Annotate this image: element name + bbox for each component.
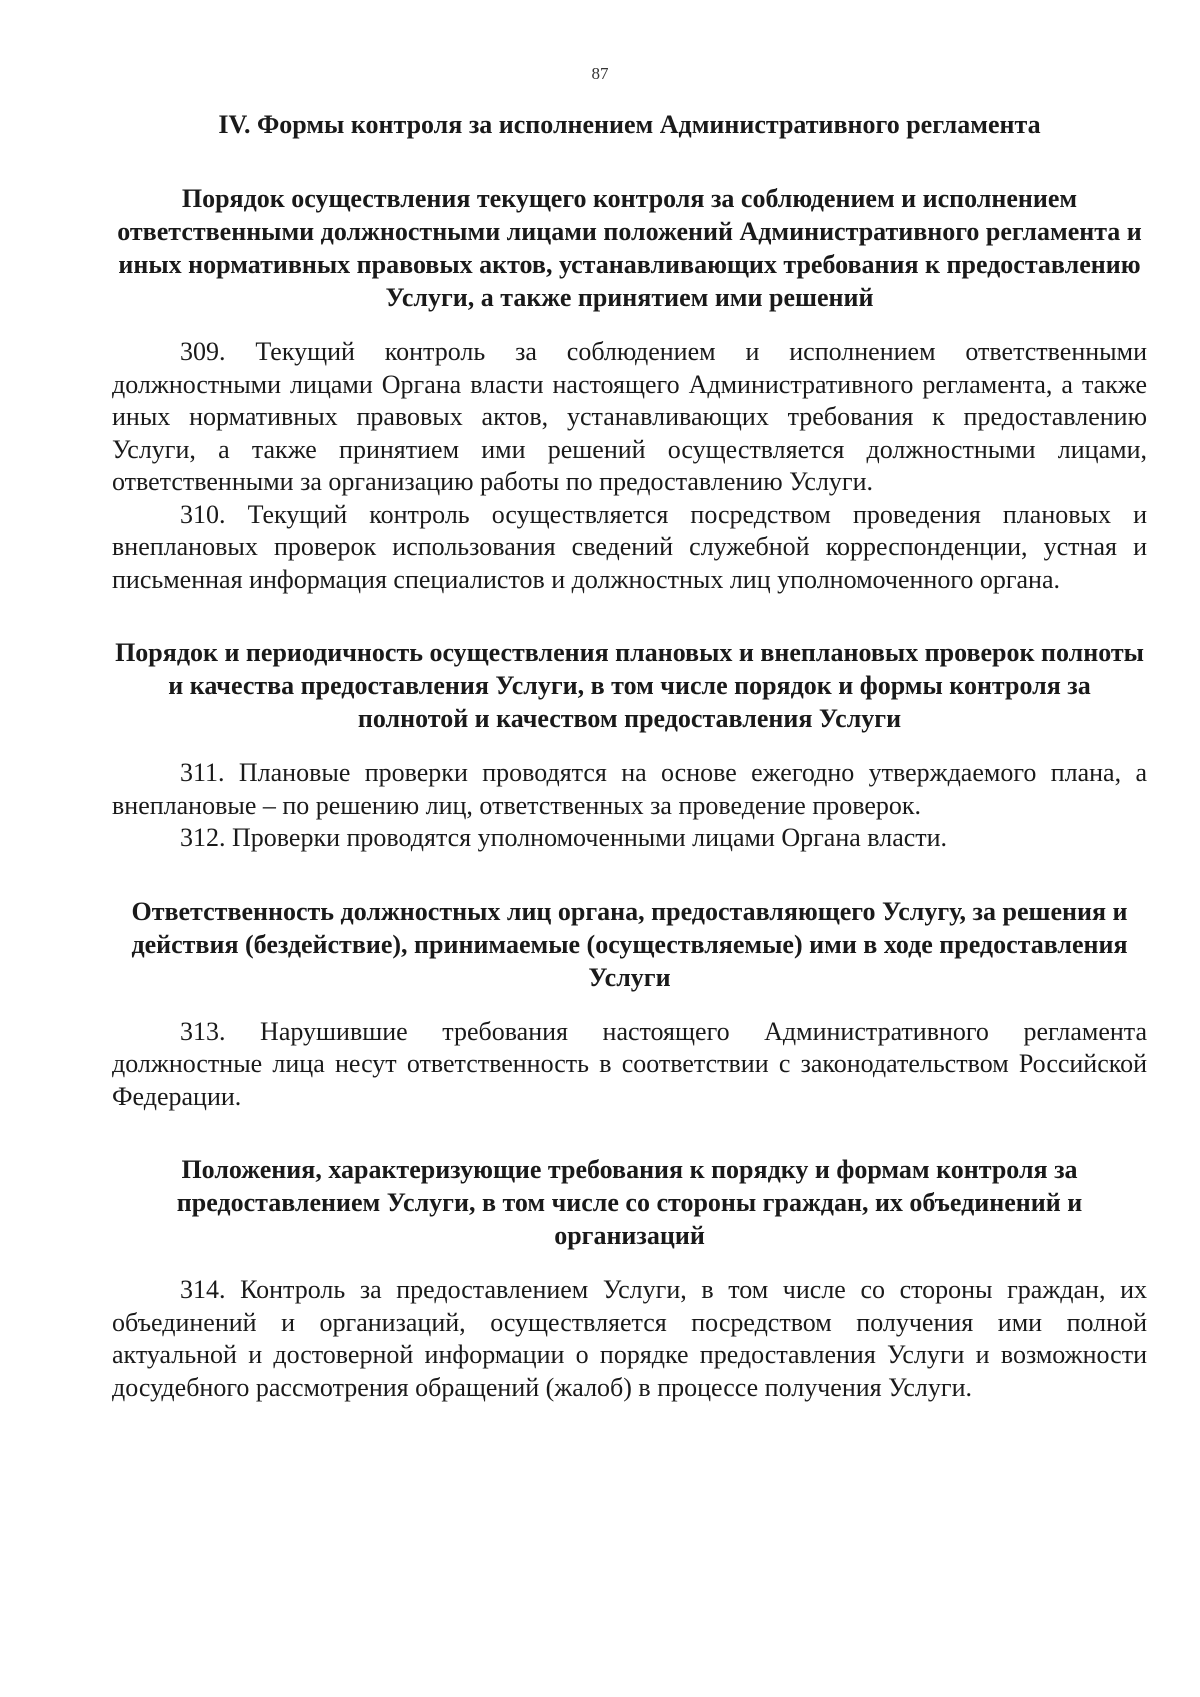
paragraph-311: 311. Плановые проверки проводятся на основе ежегодно утверждаемого плана, а внеплановые – по решению лиц, ответственных за проведение проверок. xyxy=(112,758,1147,820)
section-2 xyxy=(112,636,1147,855)
chapter-title: IV. Формы контроля за исполнением Административного регламента xyxy=(218,110,1041,139)
paragraph-313: 313. Нарушившие требования настоящего Административного регламента должностные лица несут ответственность в соответствии с законодательством Российской Федерации. xyxy=(112,1016,1147,1111)
section-4 xyxy=(112,1153,1147,1404)
section-heading: Порядок осуществления текущего контроля за соблюдением и исполнением ответственными должностными лицами положений Административного регламента и иных нормативных правовых актов, устанавливающих требования к предоставлению Услуги, а также принятием ими решений xyxy=(117,184,1142,312)
page-number: 87 xyxy=(591,64,609,83)
section-heading: Ответственность должностных лиц органа, предоставляющего Услугу, за решения и действия (бездействие), принимаемые (осуществляемые) ими в ходе предоставления Услуги xyxy=(131,896,1128,992)
section-1 xyxy=(112,182,1147,596)
section-heading: Положения, характеризующие требования к порядку и формам контроля за предоставлением Услуги, в том числе со стороны граждан, их объединений и организаций xyxy=(176,1155,1083,1250)
paragraph-309: 309. Текущий контроль за соблюдением и исполнением ответственными должностными лицами Органа власти настоящего Административного регламента, а также иных нормативных правовых актов, устанавливающих требования к предоставлению Услуги, а также принятием ими решений осуществляется должностными лицами, ответственными за организацию работы по предоставлению Услуги. xyxy=(112,337,1147,496)
document-body xyxy=(112,108,1147,1404)
paragraph-314: 314. Контроль за предоставлением Услуги, в том числе со стороны граждан, их объединений и организаций, осуществляется посредством получения ими полной актуальной и достоверной информации о порядке предоставления Услуги и возможности досудебного рассмотрения обращений (жалоб) в процессе получения Услуги. xyxy=(112,1275,1147,1402)
paragraph-310: 310. Текущий контроль осуществляется посредством проведения плановых и внеплановых проверок использования сведений служебной корреспонденции, устная и письменная информация специалистов и должностных лиц уполномоченного органа. xyxy=(112,499,1147,594)
paragraph-312: 312. Проверки проводятся уполномоченными лицами Органа власти. xyxy=(180,823,948,852)
section-3 xyxy=(112,895,1147,1114)
section-heading: Порядок и периодичность осуществления плановых и внеплановых проверок полноты и качества предоставления Услуги, в том числе порядок и формы контроля за полнотой и качеством предоставления Услуги xyxy=(115,638,1144,733)
